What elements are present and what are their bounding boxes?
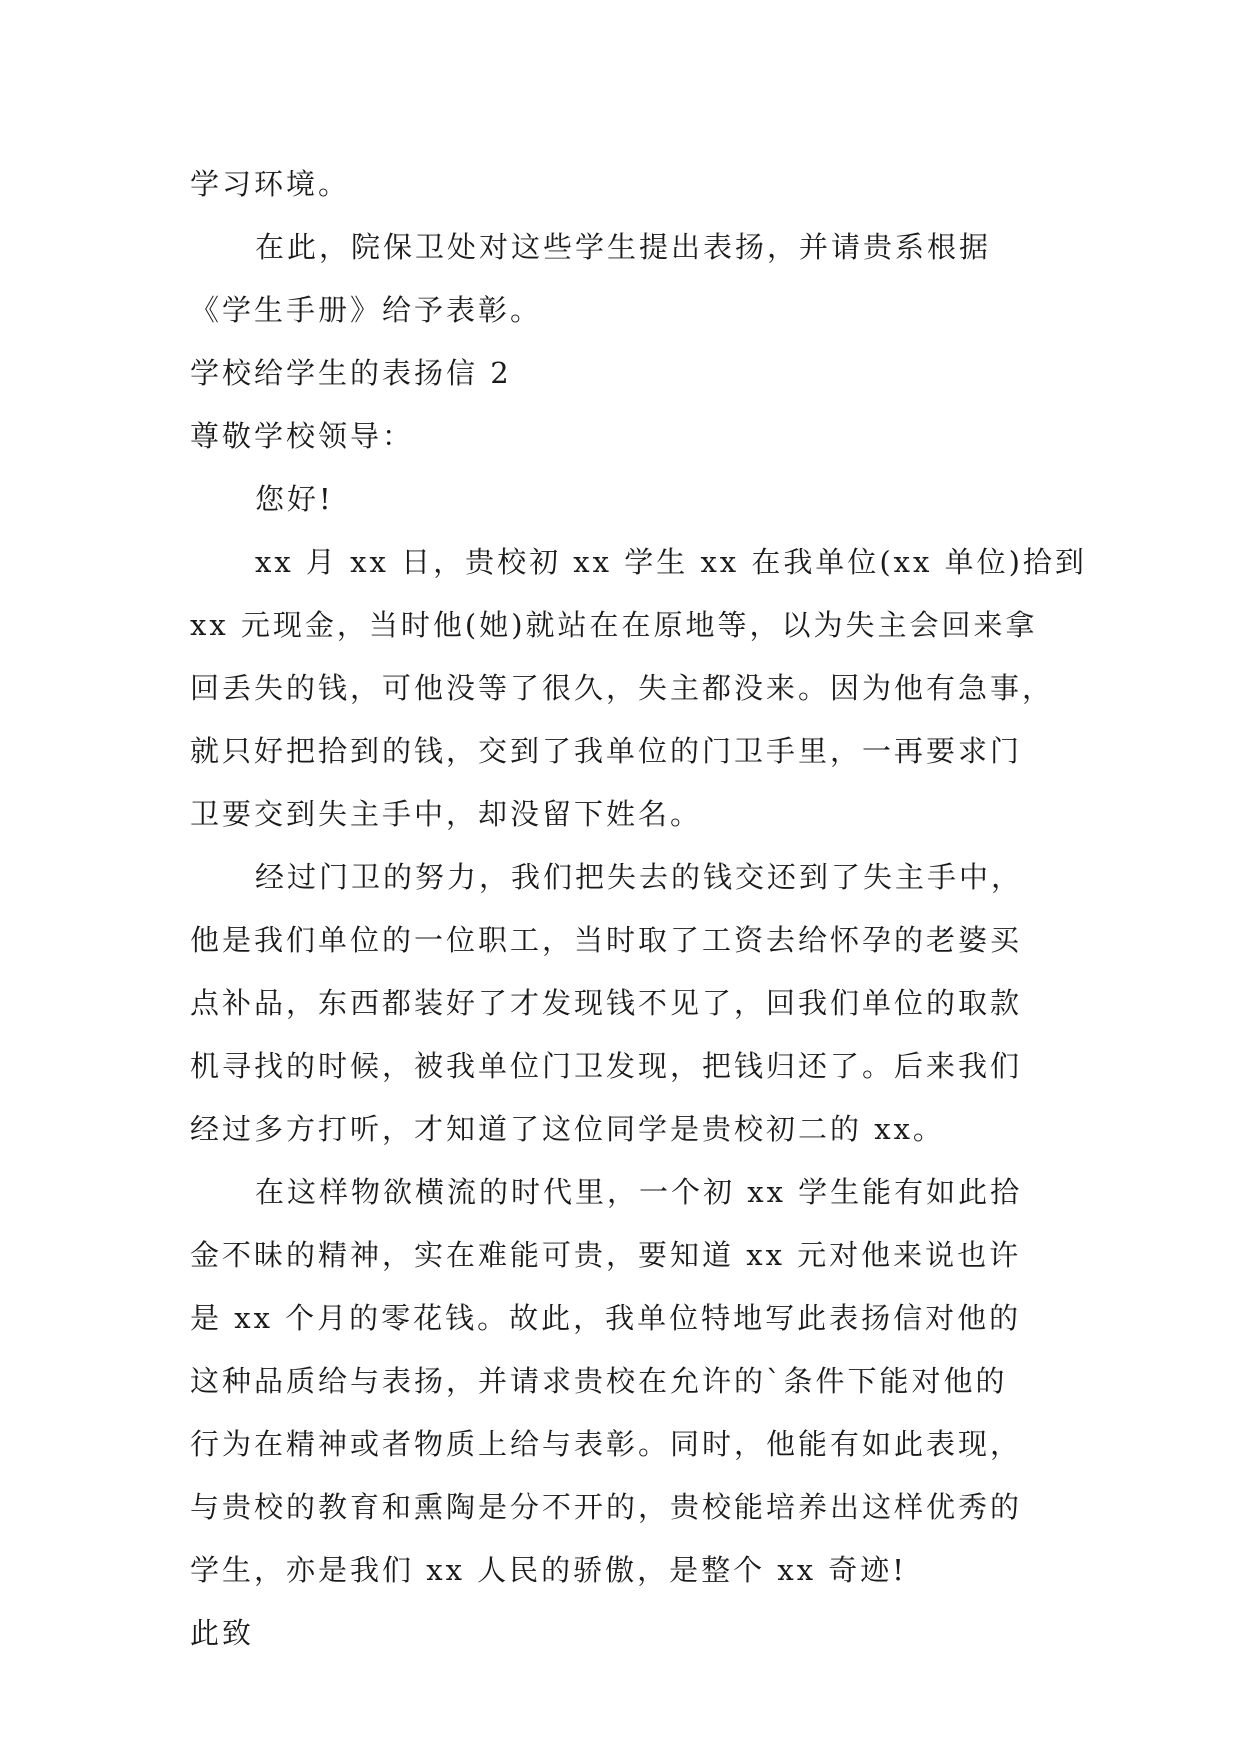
text-line: xx 月 xx 日，贵校初 xx 学生 xx 在我单位(xx 单位)拾到 [255, 545, 1087, 579]
text-line: 在此，院保卫处对这些学生提出表扬，并请贵系根据 [255, 230, 992, 264]
text-line: 就只好把拾到的钱，交到了我单位的门卫手里，一再要求门 [190, 734, 1023, 768]
text-line: 与贵校的教育和熏陶是分不开的，贵校能培养出这样优秀的 [190, 1490, 1023, 1524]
document-body [190, 153, 1087, 1665]
text-line: 金不昧的精神，实在难能可贵，要知道 xx 元对他来说也许 [190, 1238, 1022, 1272]
text-line: 《学生手册》给予表彰。 [190, 293, 543, 327]
text-line: 在这样物欲横流的时代里，一个初 xx 学生能有如此拾 [255, 1175, 1023, 1209]
text-line: 经过门卫的努力，我们把失去的钱交还到了失主手中， [255, 860, 1024, 894]
text-line: 是 xx 个月的零花钱。故此，我单位特地写此表扬信对他的 [190, 1301, 1022, 1335]
text-line: 经过多方打听，才知道了这位同学是贵校初二的 xx。 [190, 1112, 945, 1146]
text-line: xx 元现金，当时他(她)就站在在原地等，以为失主会回来拿 [190, 608, 1038, 642]
text-line: 机寻找的时候，被我单位门卫发现，把钱归还了。后来我们 [190, 1049, 1023, 1083]
text-line: 回丢失的钱，可他没等了很久，失主都没来。因为他有急事， [190, 671, 1055, 705]
text-line: 卫要交到失主手中，却没留下姓名。 [190, 797, 703, 831]
text-line: 点补品，东西都装好了才发现钱不见了，回我们单位的取款 [190, 986, 1023, 1020]
text-line: 学习环境。 [190, 167, 351, 201]
closing: 此致 [190, 1616, 255, 1650]
letter-title: 学校给学生的表扬信 2 [190, 356, 512, 390]
salutation: 尊敬学校领导： [190, 419, 415, 453]
text-line: 行为在精神或者物质上给与表彰。同时，他能有如此表现， [190, 1427, 1023, 1461]
text-line: 这种品质给与表扬，并请求贵校在允许的`条件下能对他的 [190, 1364, 1008, 1398]
text-line: 他是我们单位的一位职工，当时取了工资去给怀孕的老婆买 [190, 923, 1023, 957]
text-line: 学生，亦是我们 xx 人民的骄傲，是整个 xx 奇迹! [190, 1553, 907, 1587]
greeting: 您好! [255, 482, 334, 516]
